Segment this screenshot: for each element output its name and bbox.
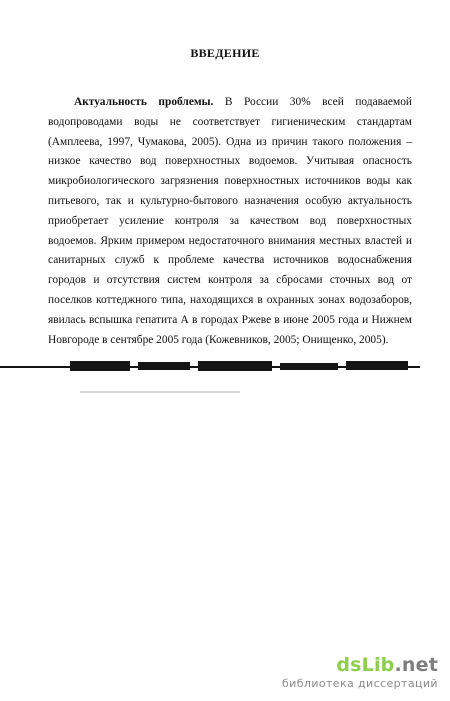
body-paragraph xyxy=(48,93,412,350)
page-title: ВВЕДЕНИЕ xyxy=(190,46,260,60)
watermark xyxy=(238,653,438,691)
watermark-logo[interactable]: dsLib.net xyxy=(336,654,438,676)
scan-faint-line xyxy=(80,391,240,393)
paragraph-text: В России 30% всей подаваемой водопроводами воды не соответствует гигиеническим стандартам (Амплеева, 1997, Чумакова, 2005). Одна из причин такого положения – низкое качество вод поверхностных водоемов. Учитывая опасность микробиологического загрязнения поверхностных источников воды как питьевого, так и культурно-бытового назначения особую актуальность приобретает усиление контроля за качеством вод поверхностных водоемов. Ярким примером недостаточного внимания местных властей и санитарных служб к проблеме качества источников водоснабжения городов и отсутствия систем контроля за сбросами сточных вод от поселков коттеджного типа, находящихся в охранных зонах водозаборов, явилась вспышка гепатита А в городах Ржеве в июне 2005 года и Нижнем Новгороде в сентябре 2005 года (Кожевников, 2005; Онищенко, 2005). xyxy=(48,96,412,346)
watermark-subtitle: библиотека диссертаций xyxy=(281,677,438,690)
scan-redaction-strip xyxy=(0,361,420,375)
paragraph-lead: Актуальность проблемы. xyxy=(74,96,214,108)
